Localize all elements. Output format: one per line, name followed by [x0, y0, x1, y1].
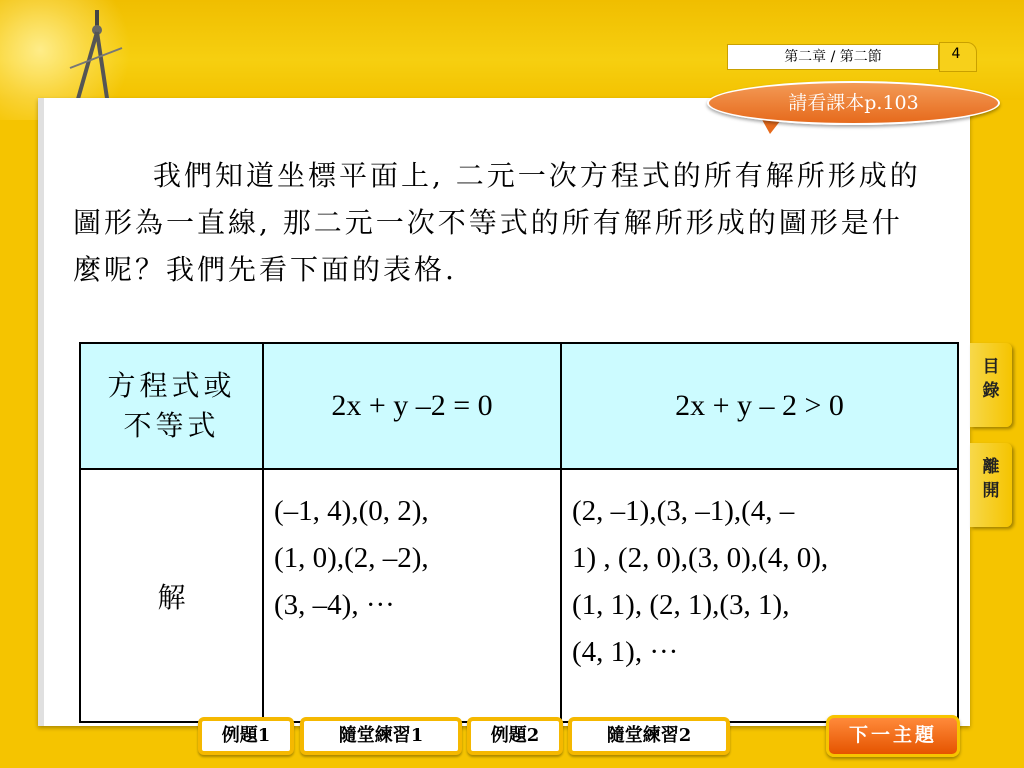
contents-tab[interactable] — [970, 343, 1012, 427]
exit-tab[interactable] — [970, 443, 1012, 527]
chapter-indicator — [727, 44, 967, 70]
inequality-solution-line: (4, 1), ··· — [572, 636, 679, 668]
header-label-line1: 方程式或 — [107, 369, 236, 402]
panel-edge — [38, 98, 44, 726]
exit-tab-char: 離 — [982, 457, 1000, 477]
practice1-button[interactable]: 隨堂練習1 — [300, 717, 462, 755]
equation-solutions — [263, 469, 561, 722]
equation-solution-line: (1, 0),(2, –2), — [274, 542, 429, 574]
inequality-solution-line: (2, –1),(3, –1),(4, – — [572, 495, 795, 527]
example2-button[interactable]: 例題2 — [467, 717, 563, 755]
example1-button[interactable]: 例題1 — [198, 717, 294, 755]
equation-solution-line: (–1, 4),(0, 2), — [274, 495, 429, 527]
inequality-solution-line: (1, 1), (2, 1),(3, 1), — [572, 589, 790, 621]
inequality-header: 2x + y – 2 > 0 — [561, 343, 958, 469]
solution-label: 解 — [80, 469, 263, 722]
inequality-solution-line: 1) , (2, 0),(3, 0),(4, 0), — [572, 542, 829, 574]
table-row — [80, 469, 958, 722]
equation-header: 2x + y –2 = 0 — [263, 343, 561, 469]
header-label-line2: 不等式 — [123, 409, 220, 442]
practice2-button[interactable]: 隨堂練習2 — [568, 717, 730, 755]
page-number: 4 — [951, 46, 961, 62]
intro-paragraph: 我們知道坐標平面上, 二元一次方程式的所有解所形成的圖形為一直線, 那二元一次不等式的所有解所形成的圖形是什麼呢？我們先看下面的表格. — [73, 159, 921, 286]
solutions-table — [79, 342, 959, 723]
table-header-row — [80, 343, 958, 469]
inequality-solutions — [561, 469, 958, 722]
chapter-label: 第二章 / 第二節 — [727, 44, 939, 70]
equation-solution-line: (3, –4), ··· — [274, 589, 395, 621]
next-topic-button[interactable]: 下一主題 — [826, 715, 960, 757]
exit-tab-char: 開 — [982, 481, 1000, 501]
header-label-cell — [80, 343, 263, 469]
contents-tab-char: 目 — [982, 357, 1000, 377]
textbook-reference-bubble: 請看課本p.103 — [707, 81, 1000, 125]
contents-tab-char: 錄 — [982, 381, 1000, 401]
